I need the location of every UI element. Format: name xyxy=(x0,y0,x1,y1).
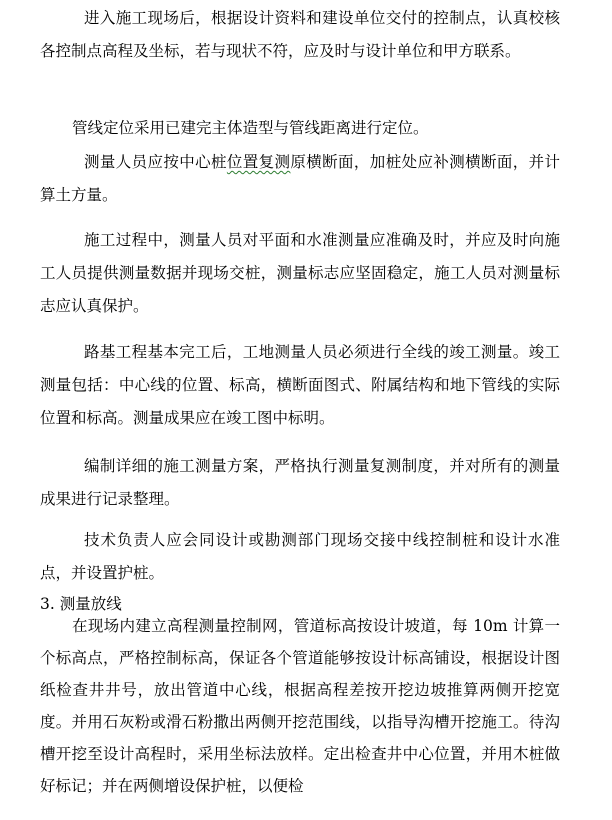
text-segment: 原横断面，加桩处应补测横断面，并计算土方量。 xyxy=(40,153,560,204)
paragraph-handover: 技术负责人应会同设计或勘测部门现场交接中线控制桩和设计水准点，并设置护桩。 xyxy=(40,531,560,582)
section-heading: 3. 测量放线 xyxy=(40,595,122,613)
paragraph-completion-survey: 路基工程基本完工后，工地测量人员必须进行全线的竣工测量。竣工测量包括：中心线的位置、标高，横断面图式、附属结构和地下管线的实际位置和标高。测量成果应在竣工图中标明。 xyxy=(40,343,560,427)
paragraph-cross-section xyxy=(40,146,560,212)
paragraph-construction-process: 施工过程中，测量人员对平面和水准测量应准确及时，并应及时向施工人员提供测量数据并现场交桩，测量标志应坚固稳定，施工人员对测量标志应认真保护。 xyxy=(40,231,560,315)
paragraph-control-points: 进入施工现场后，根据设计资料和建设单位交付的控制点，认真校核各控制点高程及坐标，若与现状不符，应及时与设计单位和甲方联系。 xyxy=(40,9,560,60)
paragraph-survey-plan: 编制详细的施工测量方案，严格执行测量复测制度，并对所有的测量成果进行记录整理。 xyxy=(40,457,560,508)
spellcheck-marked-text: 位置复测 xyxy=(226,153,291,171)
paragraph-pipeline-positioning: 管线定位采用已建完主体造型与管线距离进行定位。 xyxy=(72,119,429,137)
text-segment: 测量人员应按中心桩 xyxy=(84,153,227,171)
paragraph-staking-out: 在现场内建立高程测量控制网，管道标高按设计坡道，每 10m 计算一个标高点，严格控制标高，保证各个管道能够按设计标高铺设，根据设计图纸检查井井号，放出管道中心线，根据高程差按开挖边坡推算两侧开挖宽度。并用石灰粉或滑石粉撒出两侧开挖范围线，以指导沟槽开挖施工。待沟槽开挖至设计高程时，采用坐标法放样。定出检查井中心位置，并用木桩做好标记；并在两侧增设保护桩，以便检 xyxy=(40,617,560,795)
